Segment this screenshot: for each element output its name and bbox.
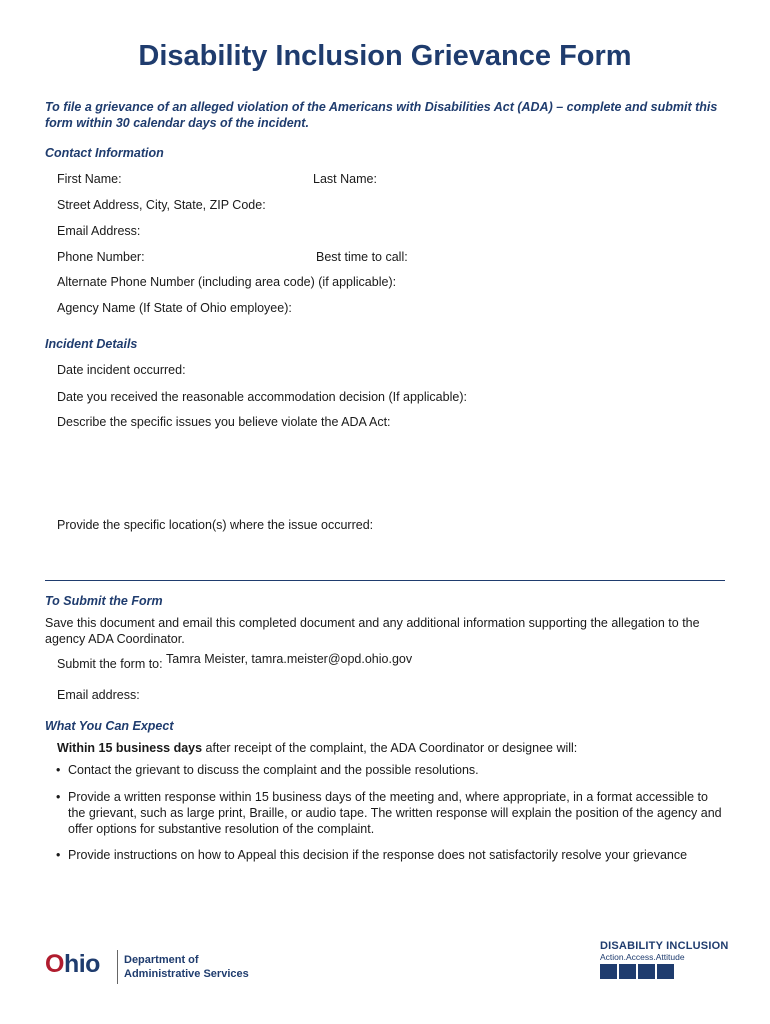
list-item [56,847,726,863]
expect-lead-rest: after receipt of the complaint, the ADA Coordinator or designee will: [202,741,578,755]
ohio-logo-rest: hio [63,950,100,978]
first-name-label: First Name: [57,172,122,186]
address-label: Street Address, City, State, ZIP Code: [57,198,266,212]
describe-issues-label: Describe the specific issues you believe violate the ADA Act: [57,415,391,429]
bullet-marker: • [56,763,61,777]
contact-heading: Contact Information [45,146,164,160]
email-label: Email Address: [57,224,141,238]
decision-date-label: Date you received the reasonable accommodation decision (If applicable): [57,390,467,404]
submit-to-value: Tamra Meister, tamra.meister@opd.ohio.gov [166,652,413,666]
di-icon-row [600,964,730,979]
location-label: Provide the specific location(s) where the issue occurred: [57,518,374,532]
department-name [124,953,249,981]
phone-label: Phone Number: [57,250,145,264]
bullet-text: Contact the grievant to discuss the complaint and the possible resolutions. [68,763,479,777]
department-line-2: Administrative Services [124,968,249,980]
department-line-1: Department of [124,954,199,966]
submit-email-label: Email address: [57,688,140,702]
list-item [56,762,726,778]
cognitive-icon [657,964,674,979]
list-item [56,789,726,837]
di-title: DISABILITY INCLUSION [600,940,729,952]
alt-phone-label: Alternate Phone Number (including area code) (if applicable): [57,275,397,289]
expect-lead-bold: Within 15 business days [57,741,203,755]
logo-divider [117,950,118,984]
intro-instructions: To file a grievance of an alleged violation of the Americans with Disabilities Act (ADA) – complete and submit this form within 30 calendar days of the incident. [45,100,718,130]
bullet-text: Provide a written response within 15 business days of the meeting and, where appropriate, in a format accessible to the grievant, such as large print, Braille, or audio tape. The written response will explain the position of the agency and offer options for substantive resolution of the complaint. [68,790,722,836]
form-title: Disability Inclusion Grievance Form [138,40,632,72]
expect-lead [57,741,577,755]
disability-inclusion-logo [600,940,730,979]
low-vision-icon [600,964,617,979]
submit-to-label: Submit the form to: [57,657,163,671]
bullet-marker: • [56,848,61,862]
wheelchair-icon [619,964,636,979]
section-divider [45,580,725,581]
di-tagline: Action.Access.Attitude [600,952,685,962]
ohio-logo-o: O [45,950,64,978]
sign-language-icon [638,964,655,979]
expect-heading: What You Can Expect [45,719,174,733]
incident-date-label: Date incident occurred: [57,363,186,377]
best-time-label: Best time to call: [316,250,408,264]
last-name-label: Last Name: [313,172,377,186]
bullet-marker: • [56,790,61,804]
submit-instructions: Save this document and email this completed document and any additional information supporting the allegation to the agency ADA Coordinator. [45,616,700,646]
ohio-logo [45,950,100,979]
submit-heading: To Submit the Form [45,594,163,608]
agency-label: Agency Name (If State of Ohio employee): [57,301,292,315]
incident-heading: Incident Details [45,337,138,351]
bullet-text: Provide instructions on how to Appeal this decision if the response does not satisfactorily resolve your grievance [68,848,688,862]
